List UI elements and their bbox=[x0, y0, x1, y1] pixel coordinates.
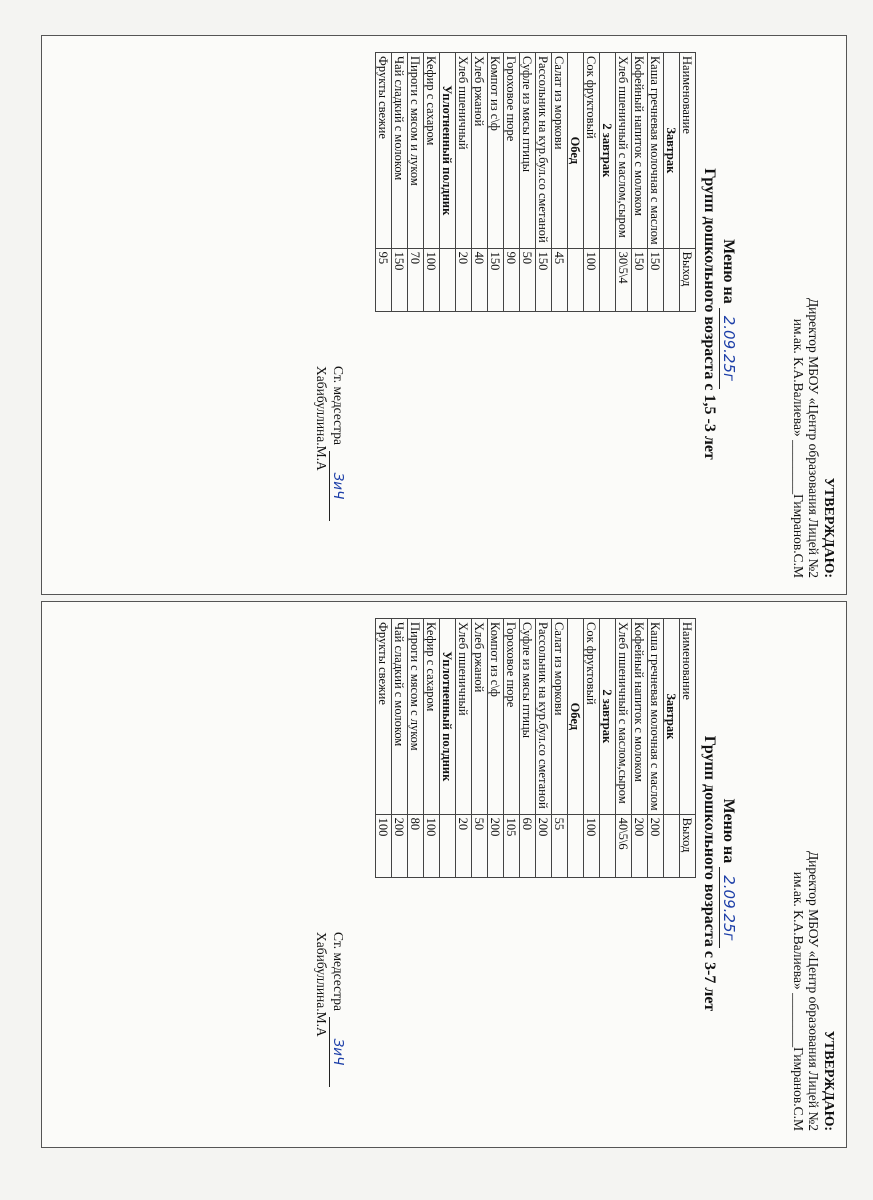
dish-name: Компот из с\ф bbox=[488, 53, 504, 249]
dish-name: Гороховое пюре bbox=[504, 619, 520, 815]
approval-header bbox=[791, 851, 836, 1131]
dish-name: Сок фруктовый bbox=[584, 53, 600, 249]
section-row bbox=[664, 53, 680, 312]
dish-name: Пироги с мясом с луком bbox=[408, 619, 424, 815]
section-title: 2 завтрак bbox=[600, 53, 616, 249]
menu-label: Меню на bbox=[720, 798, 737, 864]
dish-name: Хлеб пшеничный bbox=[456, 619, 472, 815]
director-line-1: Директор МБОУ «Центр образования Лицей №2 bbox=[806, 850, 821, 1131]
dish-portion bbox=[600, 814, 616, 877]
table-row bbox=[552, 53, 568, 312]
table-row bbox=[408, 53, 424, 312]
table-row bbox=[488, 53, 504, 312]
dish-name: Суфле из мясы птицы bbox=[520, 619, 536, 815]
dish-name: Каша гречневая молочная с маслом bbox=[648, 53, 664, 249]
table-row bbox=[504, 53, 520, 312]
dish-name: Чай сладкий с молоком bbox=[392, 53, 408, 249]
dish-portion: 90 bbox=[504, 248, 520, 311]
group-title: Групп дошкольного возраста с 3-7 лет bbox=[701, 735, 718, 1012]
nurse-name: Хабибуллина.М.А bbox=[314, 932, 329, 1037]
dish-portion: 100 bbox=[584, 814, 600, 877]
dish-portion: 100 bbox=[424, 814, 440, 877]
director-line-2: им.ак. К.А.Валиева» bbox=[791, 871, 806, 990]
section-row bbox=[440, 53, 456, 312]
col-out-header: Выход bbox=[680, 814, 696, 877]
dish-name: Суфле из мясы птицы bbox=[520, 53, 536, 249]
table-row bbox=[392, 53, 408, 312]
dish-name: Компот из с\ф bbox=[488, 619, 504, 815]
table-header bbox=[680, 53, 696, 312]
dish-name: Сок фруктовый bbox=[584, 619, 600, 815]
col-name-header: Наименование bbox=[680, 619, 696, 815]
section-title: Уплотненный полдник bbox=[440, 619, 456, 815]
menu-page bbox=[46, 602, 846, 1145]
table-row bbox=[520, 619, 536, 878]
dish-portion: 95 bbox=[376, 248, 392, 311]
dish-name: Хлеб пшеничный с маслом,сыром bbox=[616, 619, 632, 815]
dish-name: Рассольник на кур.бул.со сметаной bbox=[536, 619, 552, 815]
dish-name: Пироги с мясом и луком bbox=[408, 53, 424, 249]
dish-portion: 30\5\4 bbox=[616, 248, 632, 311]
dish-portion: 200 bbox=[536, 814, 552, 877]
menu-page bbox=[46, 36, 846, 592]
menu-title bbox=[719, 602, 738, 1145]
table-row bbox=[472, 619, 488, 878]
nurse-name: Хабибуллина.М.А bbox=[314, 366, 329, 471]
dish-name: Кефир с сахаром bbox=[424, 53, 440, 249]
dish-name: Кофейный напиток с молоком bbox=[632, 53, 648, 249]
dish-portion bbox=[568, 248, 584, 311]
table-row bbox=[616, 53, 632, 312]
dish-portion: 40\5\6 bbox=[616, 814, 632, 877]
dish-name: Хлеб ржаной bbox=[472, 53, 488, 249]
section-row bbox=[568, 53, 584, 312]
table-row bbox=[584, 53, 600, 312]
dish-portion bbox=[664, 248, 680, 311]
approval-header bbox=[791, 298, 836, 578]
table-row bbox=[376, 53, 392, 312]
director-line-1: Директор МБОУ «Центр образования Лицей №2 bbox=[806, 297, 821, 578]
dish-portion bbox=[664, 814, 680, 877]
table-row bbox=[424, 53, 440, 312]
menu-title bbox=[719, 36, 738, 592]
dish-name: Каша гречневая молочная с маслом bbox=[648, 619, 664, 815]
nurse-signature bbox=[313, 932, 346, 1145]
dish-name: Фрукты свежие bbox=[376, 53, 392, 249]
dish-name: Чай сладкий с молоком bbox=[392, 619, 408, 815]
dish-name: Гороховое пюре bbox=[504, 53, 520, 249]
dish-portion: 200 bbox=[488, 814, 504, 877]
table-row bbox=[456, 53, 472, 312]
dish-portion: 150 bbox=[488, 248, 504, 311]
dish-name: Салат из моркови bbox=[552, 53, 568, 249]
section-title: Завтрак bbox=[664, 619, 680, 815]
table-row bbox=[536, 53, 552, 312]
nurse-title: Ст. медсестра bbox=[331, 366, 346, 445]
dish-portion: 50 bbox=[472, 814, 488, 877]
nurse-sign-mark: ЗиЧ bbox=[329, 451, 346, 521]
section-title: Обед bbox=[568, 619, 584, 815]
dish-portion: 200 bbox=[632, 814, 648, 877]
dish-portion: 100 bbox=[584, 248, 600, 311]
nurse-title: Ст. медсестра bbox=[331, 932, 346, 1011]
menu-sheet-preschool bbox=[41, 601, 847, 1148]
dish-portion: 50 bbox=[520, 248, 536, 311]
table-row bbox=[520, 53, 536, 312]
dish-portion: 45 bbox=[552, 248, 568, 311]
table-row bbox=[616, 619, 632, 878]
dish-portion: 60 bbox=[520, 814, 536, 877]
col-name-header: Наименование bbox=[680, 53, 696, 249]
section-row bbox=[600, 53, 616, 312]
dish-name: Кофейный напиток с молоком bbox=[632, 619, 648, 815]
dish-portion: 150 bbox=[392, 248, 408, 311]
section-row bbox=[600, 619, 616, 878]
table-row bbox=[504, 619, 520, 878]
dish-portion bbox=[600, 248, 616, 311]
table-row bbox=[408, 619, 424, 878]
dish-portion: 55 bbox=[552, 814, 568, 877]
col-out-header: Выход bbox=[680, 248, 696, 311]
dish-portion: 40 bbox=[472, 248, 488, 311]
table-row bbox=[488, 619, 504, 878]
section-title: Уплотненный полдник bbox=[440, 53, 456, 249]
section-row bbox=[440, 619, 456, 878]
menu-rows bbox=[376, 53, 680, 312]
dish-name: Фрукты свежие bbox=[376, 619, 392, 815]
dish-name: Салат из моркови bbox=[552, 619, 568, 815]
dish-portion bbox=[568, 814, 584, 877]
dish-name: Кефир с сахаром bbox=[424, 619, 440, 815]
table-row bbox=[632, 53, 648, 312]
dish-name: Рассольник на кур.бул.со сметаной bbox=[536, 53, 552, 249]
section-row bbox=[568, 619, 584, 878]
menu-date: 2.09.25г bbox=[719, 308, 738, 389]
dish-name: Хлеб пшеничный с маслом,сыром bbox=[616, 53, 632, 249]
table-row bbox=[632, 619, 648, 878]
dish-portion: 200 bbox=[392, 814, 408, 877]
menu-rows bbox=[376, 619, 680, 878]
table-row bbox=[584, 619, 600, 878]
table-row bbox=[424, 619, 440, 878]
dish-portion: 20 bbox=[456, 248, 472, 311]
dish-portion: 105 bbox=[504, 814, 520, 877]
dish-portion: 100 bbox=[424, 248, 440, 311]
table-row bbox=[648, 53, 664, 312]
section-title: Обед bbox=[568, 53, 584, 249]
director-signature: ________Гимранов.С.М bbox=[791, 993, 806, 1131]
dish-portion: 80 bbox=[408, 814, 424, 877]
menu-table bbox=[375, 618, 696, 878]
nurse-sign-mark: ЗиЧ bbox=[329, 1017, 346, 1087]
dish-portion: 150 bbox=[648, 248, 664, 311]
nurse-signature bbox=[313, 366, 346, 592]
dish-portion bbox=[440, 248, 456, 311]
dish-portion: 200 bbox=[648, 814, 664, 877]
dish-portion: 20 bbox=[456, 814, 472, 877]
dish-portion: 70 bbox=[408, 248, 424, 311]
table-row bbox=[456, 619, 472, 878]
dish-portion: 150 bbox=[632, 248, 648, 311]
approve-label: УТВЕРЖДАЮ: bbox=[821, 477, 836, 578]
table-row bbox=[648, 619, 664, 878]
director-line-2: им.ак. К.А.Валиева» bbox=[791, 318, 806, 437]
table-row bbox=[376, 619, 392, 878]
dish-name: Хлеб пшеничный bbox=[456, 53, 472, 249]
section-row bbox=[664, 619, 680, 878]
menu-table bbox=[375, 52, 696, 312]
table-row bbox=[472, 53, 488, 312]
table-header bbox=[680, 619, 696, 878]
director-signature: ________Гимранов.С.М bbox=[791, 440, 806, 578]
dish-portion: 100 bbox=[376, 814, 392, 877]
menu-label: Меню на bbox=[720, 239, 737, 304]
approve-label: УТВЕРЖДАЮ: bbox=[821, 1030, 836, 1131]
menu-date: 2.09.25г bbox=[719, 867, 738, 948]
table-row bbox=[392, 619, 408, 878]
table-row bbox=[552, 619, 568, 878]
section-title: 2 завтрак bbox=[600, 619, 616, 815]
menu-sheet-toddlers bbox=[41, 35, 847, 595]
dish-portion bbox=[440, 814, 456, 877]
dish-portion: 150 bbox=[536, 248, 552, 311]
table-row bbox=[536, 619, 552, 878]
section-title: Завтрак bbox=[664, 53, 680, 249]
group-title: Групп дошкольного возраста с 1,5 -3 лет bbox=[701, 168, 718, 460]
dish-name: Хлеб ржаной bbox=[472, 619, 488, 815]
